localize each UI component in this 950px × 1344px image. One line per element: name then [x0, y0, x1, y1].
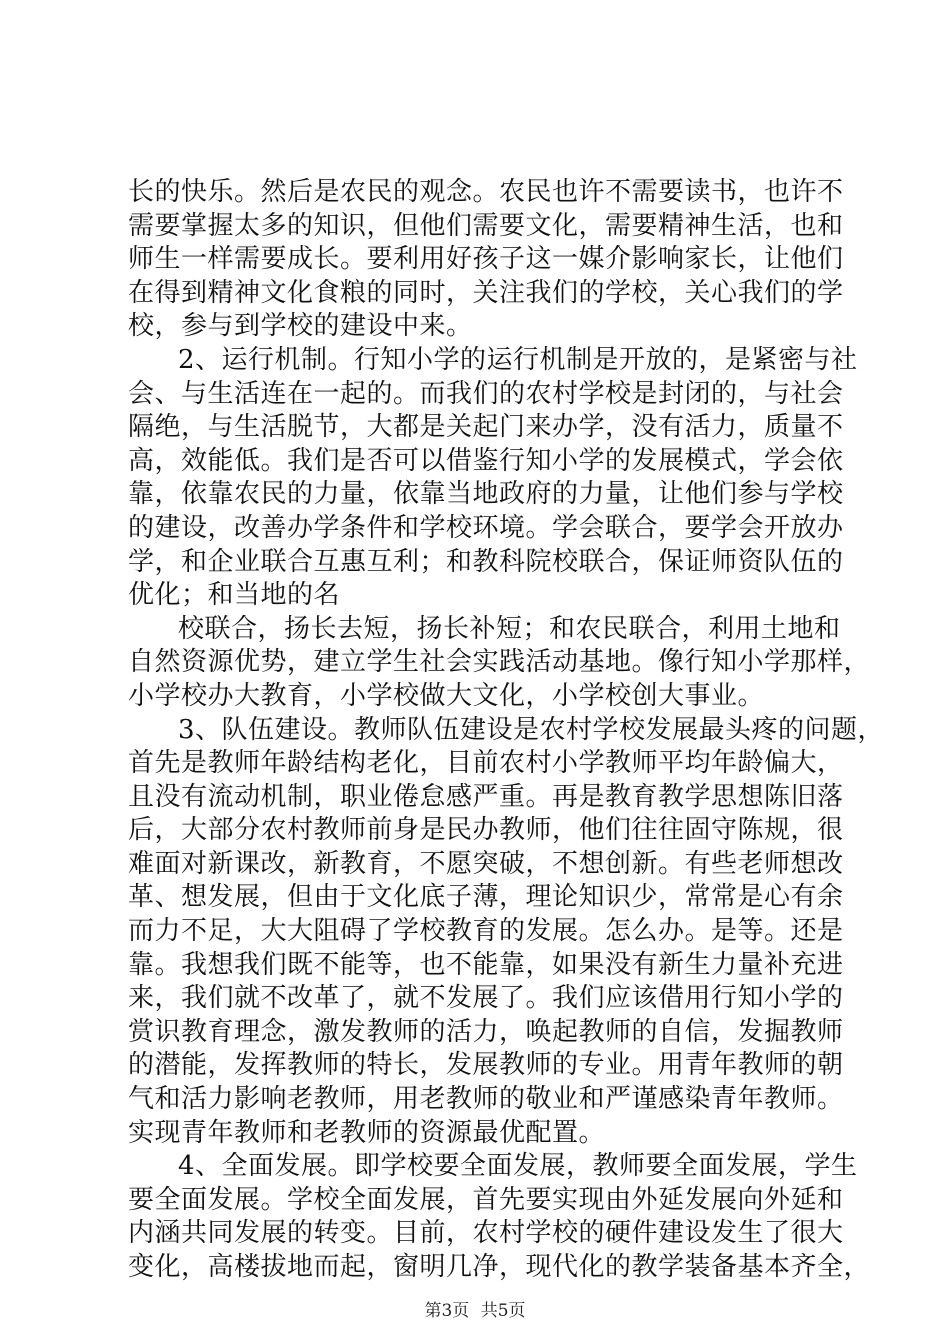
paragraph-start-line: 3、队伍建设。教师队伍建设是农村学校发展最头疼的问题， [178, 714, 885, 745]
text-line: 内涵共同发展的转变。目前，农村学校的硬件建设发生了很大 [128, 1218, 844, 1249]
page-footer [0, 1300, 950, 1322]
text-line: 靠。我想我们既不能等，也不能靠，如果没有新生力量补充进 [128, 949, 844, 980]
text-line: 革、想发展，但由于文化底子薄，理论知识少，常常是心有余 [128, 882, 844, 913]
text-line: 实现青年教师和老教师的资源最优配置。 [128, 1117, 606, 1148]
text-line: 要全面发展。学校全面发展，首先要实现由外延发展向外延和 [128, 1184, 844, 1215]
paragraph-start-line: 4、全面发展。即学校要全面发展，教师要全面发展，学生 [178, 1151, 858, 1182]
text-line: 自然资源优势，建立学生社会实践活动基地。像行知小学那样， [128, 647, 871, 678]
page-number: 第3页 [424, 1301, 470, 1321]
paragraph-start-line: 2、运行机制。行知小学的运行机制是开放的，是紧密与社 [178, 344, 858, 375]
page-total: 共5页 [480, 1301, 526, 1321]
text-line: 变化，高楼拔地而起，窗明几净，现代化的教学装备基本齐全， [128, 1252, 871, 1282]
text-line: 学，和企业联合互惠互利；和教科院校联合，保证师资队伍的 [128, 546, 844, 577]
text-line: 小学校办大教育，小学校做大文化，小学校创大事业。 [128, 680, 765, 711]
text-line: 会、与生活连在一起的。而我们的农村学校是封闭的，与社会 [128, 378, 844, 409]
text-line: 气和活力影响老教师，用老教师的敬业和严谨感染青年教师。 [128, 1084, 844, 1115]
text-line: 隔绝，与生活脱节，大都是关起门来办学，没有活力，质量不 [128, 412, 844, 443]
text-line: 的潜能，发挥教师的特长，发展教师的专业。用青年教师的朝 [128, 1050, 844, 1081]
text-line: 在得到精神文化食粮的同时，关注我们的学校，关心我们的学 [128, 277, 844, 308]
text-line: 来，我们就不改革了，就不发展了。我们应该借用行知小学的 [128, 983, 844, 1014]
text-line: 高，效能低。我们是否可以借鉴行知小学的发展模式，学会依 [128, 445, 844, 476]
text-line: 首先是教师年龄结构老化，目前农村小学教师平均年龄偏大， [128, 748, 844, 779]
text-line: 且没有流动机制，职业倦怠感严重。再是教育教学思想陈旧落 [128, 781, 844, 812]
text-line: 而力不足，大大阻碍了学校教育的发展。怎么办。是等。还是 [128, 916, 844, 947]
text-line: 优化；和当地的名 [128, 580, 341, 611]
text-line: 师生一样需要成长。要利用好孩子这一媒介影响家长，让他们 [128, 244, 844, 275]
text-line: 赏识教育理念，激发教师的活力，唤起教师的自信，发掘教师 [128, 1016, 844, 1047]
text-line: 靠，依靠农民的力量，依靠当地政府的力量，让他们参与学校 [128, 479, 844, 510]
document-body [128, 176, 885, 1285]
text-line: 需要掌握太多的知识，但他们需要文化，需要精神生活，也和 [128, 210, 844, 241]
text-line: 校，参与到学校的建设中来。 [128, 311, 473, 342]
text-line: 长的快乐。然后是农民的观念。农民也许不需要读书，也许不 [128, 177, 844, 207]
paragraph-start-line: 校联合，扬长去短，扬长补短；和农民联合，利用土地和 [178, 613, 841, 644]
text-line: 的建设，改善办学条件和学校环境。学会联合，要学会开放办 [128, 512, 844, 543]
text-line: 难面对新课改，新教育，不愿突破，不想创新。有些老师想改 [128, 848, 844, 879]
text-line: 后，大部分农村教师前身是民办教师，他们往往固守陈规，很 [128, 815, 844, 846]
